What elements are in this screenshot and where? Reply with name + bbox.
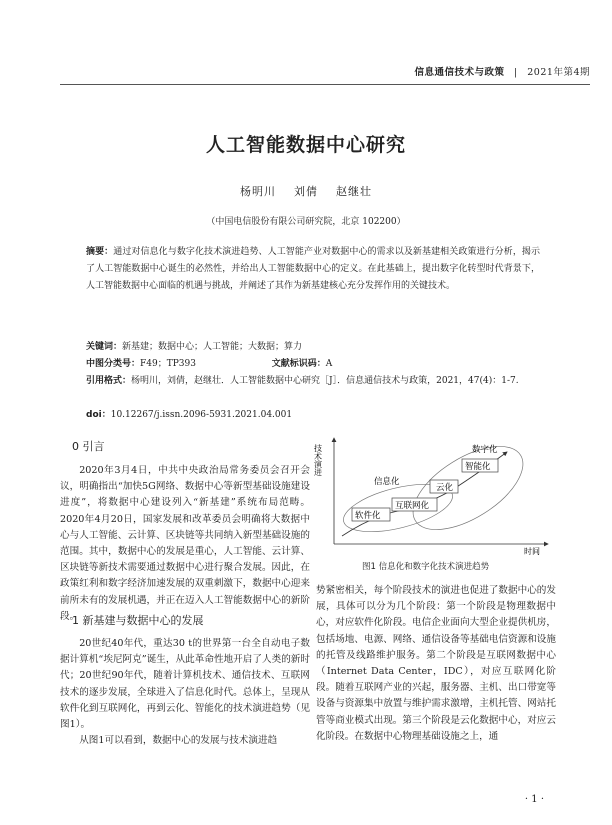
citation <box>86 373 540 390</box>
stage-software-label: 软件化 <box>355 511 381 521</box>
citation-label: 引用格式： <box>86 376 132 386</box>
classification <box>86 356 556 373</box>
keywords-text: 新基建；数据中心；人工智能；大数据；算力 <box>122 342 303 352</box>
doc-code-text: A <box>325 359 333 369</box>
classification-text: F49；TP393 <box>140 359 196 369</box>
running-header <box>414 64 590 78</box>
digital-region-label: 数字化 <box>472 445 498 455</box>
right-column-body <box>316 583 556 745</box>
section-1-heading: 1 新基建与数据中心的发展 <box>72 614 204 627</box>
paragraph: 20世纪40年代，重达30 t的世界第一台全自动电子数据计算机“埃尼阿克”诞生，从此革命性地开启了人类的新时代；20世纪90年代，随着计算机技术、通信技术、互联网技术的逐步发展，全球进入了信息化时代。总体上，呈现从软件化到互联网化，再到云化、智能化的技术演进趋势（见图1）。 <box>60 638 310 731</box>
figure-1-caption: 图1 信息化和数字化技术演进趋势 <box>362 562 490 572</box>
y-axis-label: 技术演进 <box>313 444 323 476</box>
section-1-body <box>60 636 310 749</box>
doi-text: 10.12267/j.issn.2096-5931.2021.04.001 <box>110 410 293 420</box>
paper-title: 人工智能数据中心研究 <box>205 134 406 156</box>
doi-label: doi： <box>86 410 111 420</box>
journal-name: 信息通信技术与政策 <box>414 67 505 78</box>
affiliation: （中国电信股份有限公司研究院，北京 102200） <box>206 217 406 227</box>
info-region-label: 信息化 <box>374 477 400 487</box>
digital-region <box>400 432 537 546</box>
stage-internet-label: 互联网化 <box>395 501 430 511</box>
page-number: · 1 · <box>524 794 544 805</box>
issue-label: 2021年第4期 <box>527 67 590 78</box>
citation-text: 杨明川，刘倩，赵继壮．人工智能数据中心研究［J］．信息通信技术与政策，2021，47(4)：1-7. <box>131 376 519 386</box>
abstract-label: 摘要： <box>86 247 114 257</box>
header-rule <box>60 84 590 85</box>
stage-cloud-label: 云化 <box>436 483 454 493</box>
figure-1 <box>312 432 552 556</box>
stage-ai-label: 智能化 <box>465 462 491 472</box>
keywords <box>86 339 556 356</box>
section-0-heading: 0 引言 <box>72 440 105 453</box>
doi <box>86 407 556 424</box>
paragraph: 势紧密相关，每个阶段技术的演进也促进了数据中心的发展，具体可以分为几个阶段：第一个阶段是物理数据中心，对应软件化阶段。电信企业面向大型企业提供机房，包括场地、电源、网络、通信设备等基础电信资源和设施的托管及线路维护服务。第二个阶段是互联网数据中心（Internet Data Center，IDC），对应互联网化阶段。随着互联网产业的兴起，服务器、主机、出口带宽等设备与资源集中放置与维护需求激增，主机托管、网站托管等商业模式出现。第三个阶段是云化数据中心，对应云化阶段。在数据中心物理基础设施之上，通 <box>316 585 556 742</box>
abstract-text: 通过对信息化与数字化技术演进趋势、人工智能产业对数据中心的需求以及新基建相关政策进行分析，揭示了人工智能数据中心诞生的必然性，并给出人工智能数据中心的定义。在此基础上，提出数字化转型时代背景下，人工智能数据中心面临的机遇与挑战，并阐述了其作为新基建核心充分发挥作用的关键技术。 <box>86 247 540 291</box>
paragraph: 2020年3月4日，中共中央政治局常务委员会召开会议，明确指出“加快5G网络、数据中心等新型基础设施建设进度”，将数据中心建设列入“新基建”系统布局范畴。2020年4月20日，国家发展和改革委员会明确将大数据中心与人工智能、云计算、区块链等共同纳入新型基础设施的范围。其中，数据中心的发展是重心，人工智能、云计算、区块链等新技术需要通过数据中心进行聚合发展。因此，在政策红利和数字经济加速发展的双重刺激下，数据中心迎来前所未有的发展机遇，并正在迈入人工智能数据中心的新阶段。 <box>60 465 310 622</box>
header-separator: | <box>514 67 518 78</box>
classification-label: 中图分类号： <box>86 359 141 369</box>
author-list: 杨明川 刘倩 赵继壮 <box>240 185 372 198</box>
x-axis-label: 时间 <box>524 547 540 556</box>
section-0-body <box>60 463 310 625</box>
abstract <box>86 244 540 295</box>
paragraph: 从图1可以看到，数据中心的发展与技术演进趋 <box>79 735 278 747</box>
keywords-label: 关键词： <box>86 342 123 352</box>
doc-code-label: 文献标识码： <box>271 359 326 369</box>
